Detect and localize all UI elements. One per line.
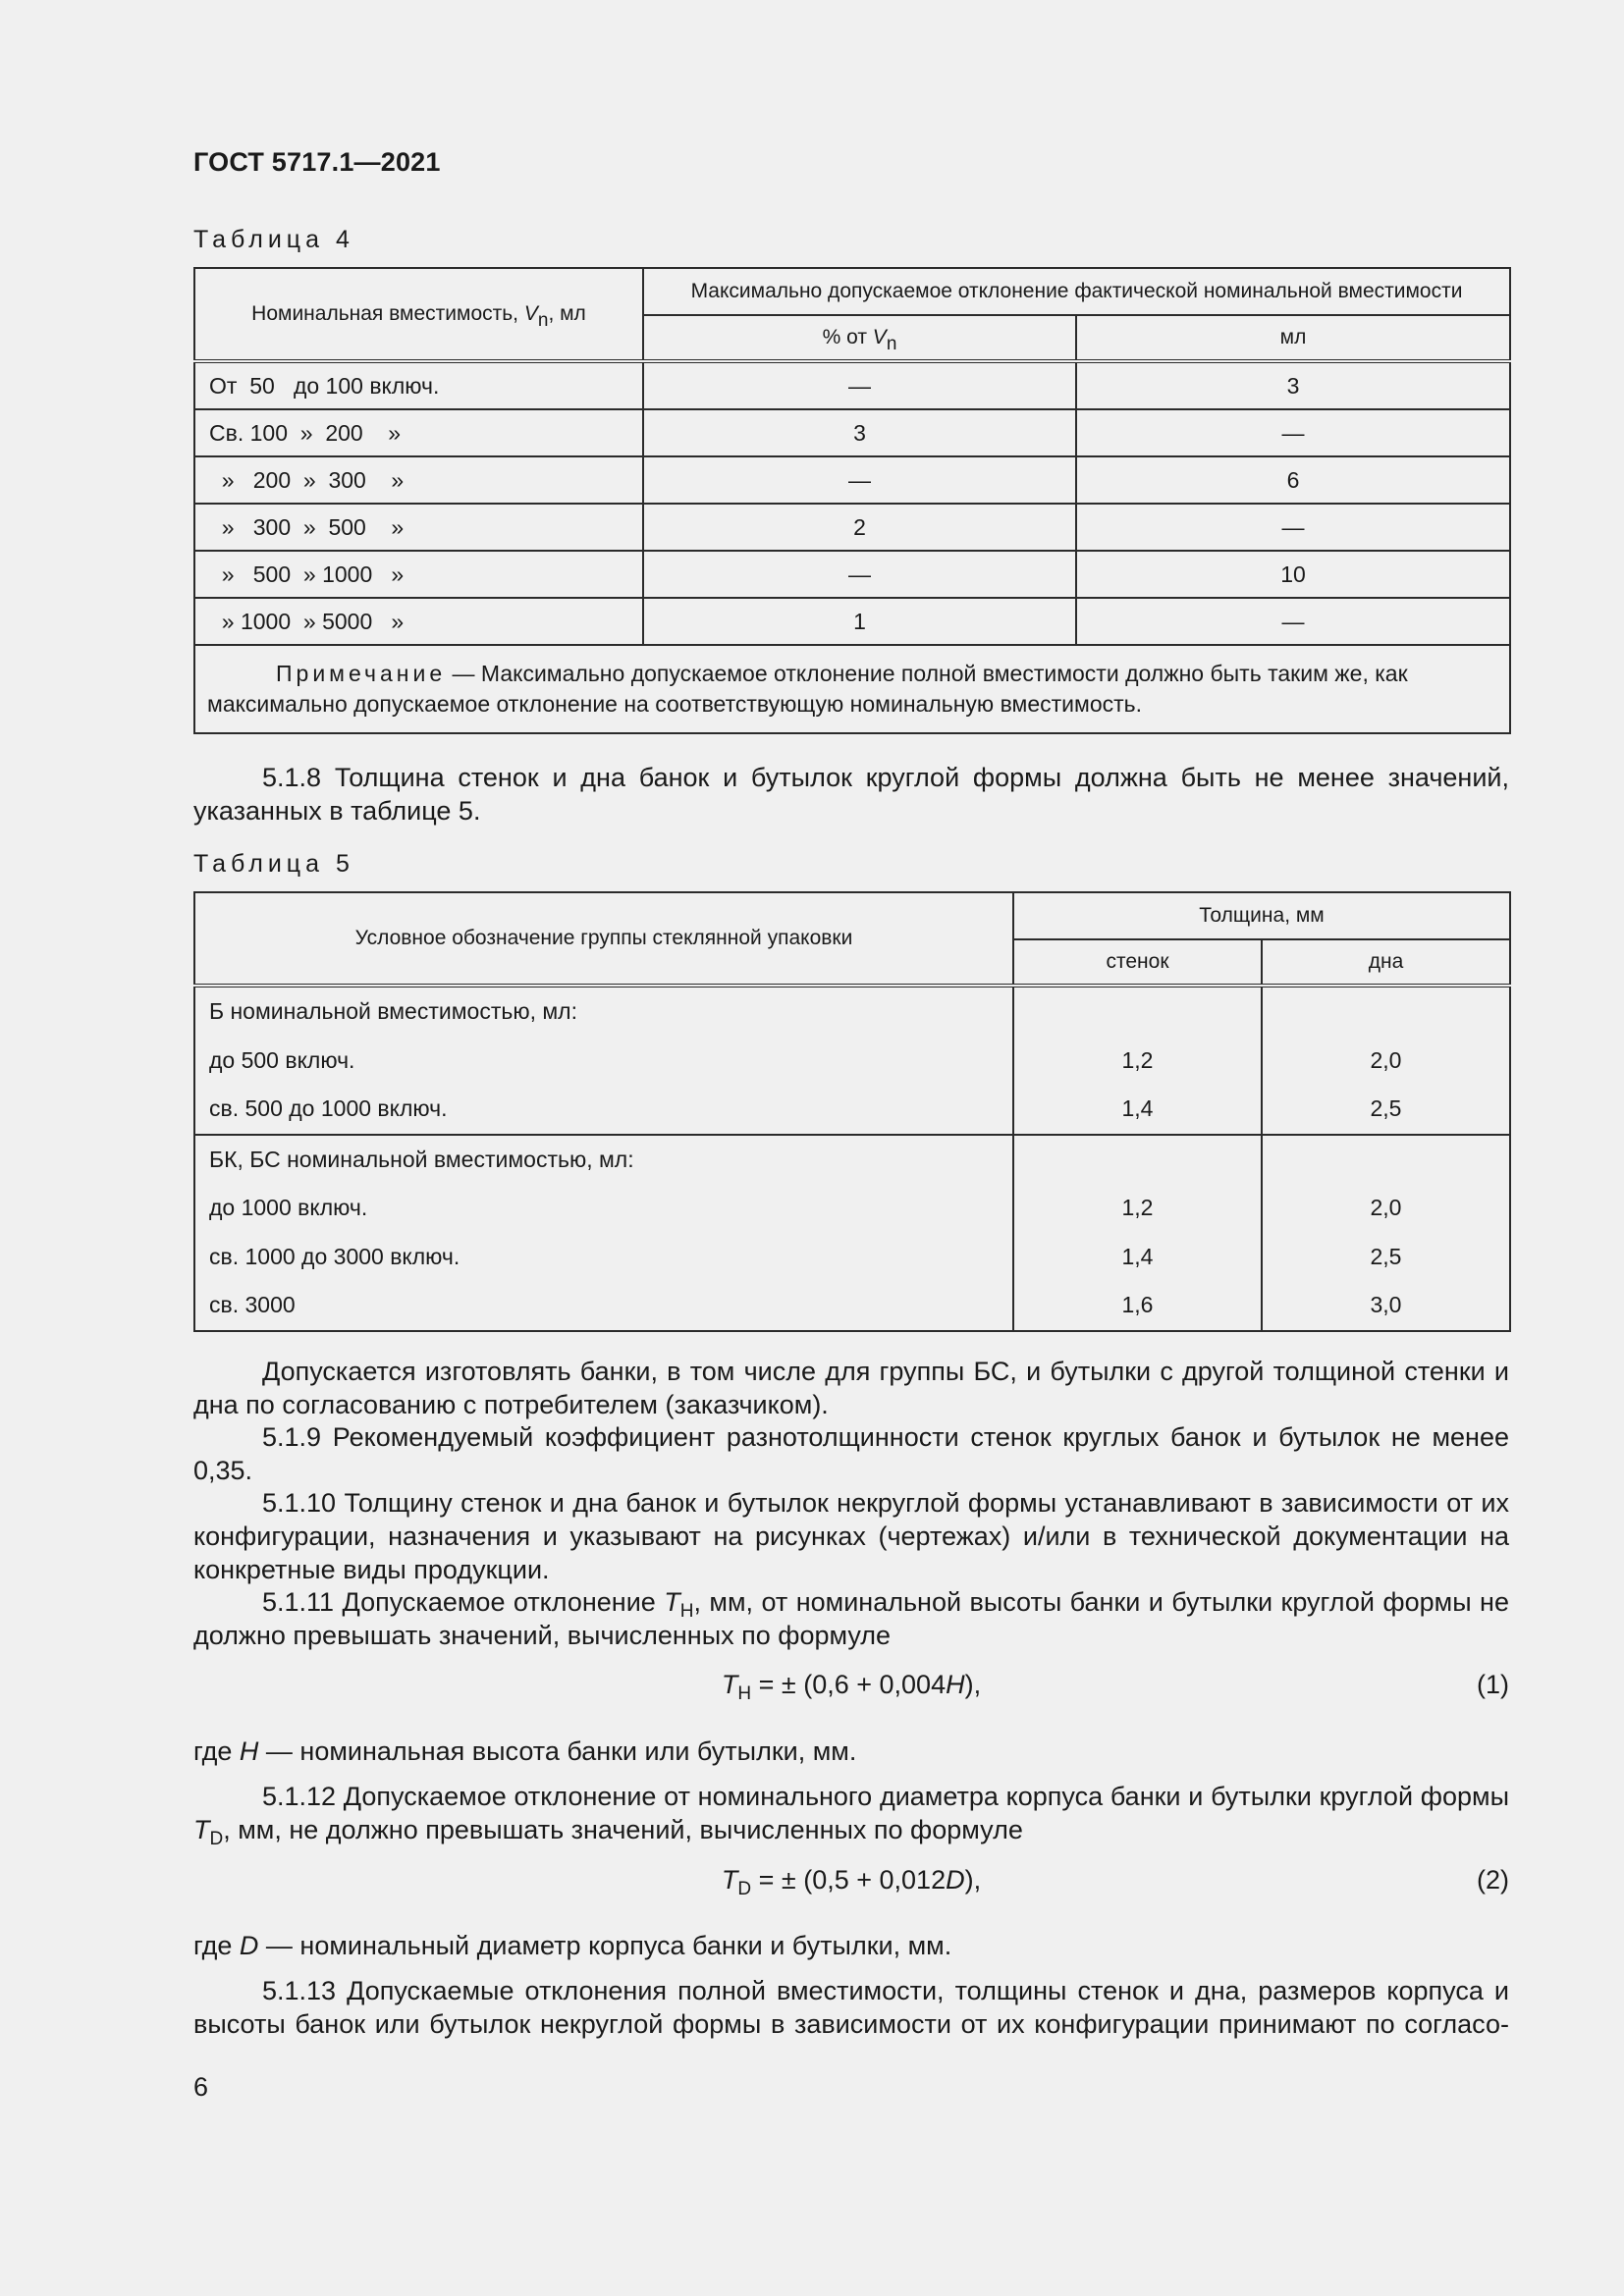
paragraph-5-1-12: 5.1.12 Допускаемое отклонение от номинального диаметра корпуса банки и бутылки круглой формы $T_D$, мм, не должно превышать значений, вычисленных по формуле bbox=[193, 1782, 1509, 1849]
row-label: до 1000 включ. bbox=[209, 1195, 368, 1220]
table-row bbox=[194, 986, 1510, 1135]
table-row bbox=[194, 361, 1510, 409]
table5-bottom-values bbox=[1262, 986, 1510, 1135]
bottom-value: 2,0 bbox=[1370, 1195, 1402, 1220]
table5-caption: Таблица 5 bbox=[193, 850, 354, 878]
table4-percent: — bbox=[643, 551, 1076, 598]
table-row bbox=[194, 504, 1510, 551]
table4-percent: 3 bbox=[643, 409, 1076, 456]
paragraph-5-1-10: 5.1.10 Толщину стенок и дна банок и бутылок некруглой формы устанавливают в зависимости от их конфигурации, назначения и указывают на рисунках (чертежах) и/или в технической документации на конкретные виды продукции. bbox=[193, 1488, 1509, 1584]
table-row bbox=[194, 409, 1510, 456]
where-2: где D — номинальный диаметр корпуса банки и бутылки, мм. bbox=[193, 1931, 952, 1960]
note-text: — Максимально допускаемое отклонение полной вместимости должно быть таким же, как максимально допускаемое отклонение на соответствующую номинальную вместимость. bbox=[207, 661, 1408, 717]
table4-ml: — bbox=[1076, 598, 1510, 645]
table-row bbox=[194, 456, 1510, 504]
document-code: ГОСТ 5717.1—2021 bbox=[193, 147, 441, 177]
table4-ml: 3 bbox=[1076, 361, 1510, 409]
group-title: БК, БС номинальной вместимостью, мл: bbox=[209, 1146, 634, 1172]
paragraph-5-1-11: 5.1.11 Допускаемое отклонение $T_H$, мм, от номинальной высоты банки и бутылки круглой формы не должно превышать значений, вычисленных по формуле bbox=[193, 1587, 1509, 1650]
formula-2-number: (2) bbox=[1477, 1865, 1509, 1895]
table5-group-labels bbox=[194, 986, 1013, 1135]
table5-bottom-values bbox=[1262, 1135, 1510, 1331]
wall-value: 1,4 bbox=[1121, 1243, 1154, 1269]
table-row bbox=[194, 1135, 1510, 1331]
paragraph-allowance: Допускается изготовлять банки, в том числе для группы БС, и бутылки с другой толщиной стенки и дна по согласованию с потребителем (заказчиком). bbox=[193, 1357, 1509, 1419]
table4-ml: — bbox=[1076, 504, 1510, 551]
bottom-value: 2,5 bbox=[1370, 1243, 1402, 1269]
formula-1 bbox=[193, 1670, 1509, 1709]
table5-wall-values bbox=[1013, 1135, 1262, 1331]
table5-group-header: Толщина, мм bbox=[1013, 892, 1510, 939]
table4-ml: 10 bbox=[1076, 551, 1510, 598]
formula-1-number: (1) bbox=[1477, 1670, 1509, 1699]
wall-value: 1,2 bbox=[1121, 1046, 1154, 1073]
table-row bbox=[194, 598, 1510, 645]
bottom-value: 3,0 bbox=[1370, 1292, 1402, 1317]
table4-range: От 50 до 100 включ. bbox=[194, 361, 643, 409]
where-1: где H — номинальная высота банки или бутылки, мм. bbox=[193, 1736, 857, 1766]
row-label: до 500 включ. bbox=[209, 1046, 355, 1073]
table4-percent: — bbox=[643, 456, 1076, 504]
row-label: св. 1000 до 3000 включ. bbox=[209, 1243, 460, 1269]
table4-col3-header: мл bbox=[1076, 315, 1510, 361]
table5 bbox=[193, 891, 1511, 1332]
table4-note bbox=[194, 645, 1510, 733]
table4-col1-header: Номинальная вместимость, $V_n$, мл bbox=[194, 268, 643, 361]
table5-col3-header: дна bbox=[1262, 939, 1510, 986]
bottom-value: 2,0 bbox=[1370, 1046, 1402, 1073]
wall-value: 1,4 bbox=[1121, 1095, 1154, 1121]
wall-value: 1,6 bbox=[1121, 1292, 1154, 1317]
table4 bbox=[193, 267, 1511, 734]
table4-percent: 2 bbox=[643, 504, 1076, 551]
table4-range: Св. 100 » 200 » bbox=[194, 409, 643, 456]
table4-percent: — bbox=[643, 361, 1076, 409]
table5-group-labels bbox=[194, 1135, 1013, 1331]
table4-percent: 1 bbox=[643, 598, 1076, 645]
table4-group-header: Максимально допускаемое отклонение фактической номинальной вместимости bbox=[643, 268, 1510, 315]
table4-range: » 200 » 300 » bbox=[194, 456, 643, 504]
formula-2 bbox=[193, 1865, 1509, 1904]
row-label: св. 3000 bbox=[209, 1292, 296, 1317]
bottom-value: 2,5 bbox=[1370, 1095, 1402, 1121]
table5-col1-header: Условное обозначение группы стеклянной упаковки bbox=[194, 892, 1013, 986]
table-row bbox=[194, 551, 1510, 598]
table4-range: » 1000 » 5000 » bbox=[194, 598, 643, 645]
table4-ml: 6 bbox=[1076, 456, 1510, 504]
wall-value: 1,2 bbox=[1121, 1195, 1154, 1220]
paragraph-5-1-13: 5.1.13 Допускаемые отклонения полной вместимости, толщины стенок и дна, размеров корпуса и высоты банок или бутылок некруглой формы в зависимости от их конфигурации принимают по согласо- bbox=[193, 1976, 1509, 2039]
table5-col2-header: стенок bbox=[1013, 939, 1262, 986]
table4-range: » 300 » 500 » bbox=[194, 504, 643, 551]
paragraph-5-1-8: 5.1.8 Толщина стенок и дна банок и бутылок круглой формы должна быть не менее значений, указанных в таблице 5. bbox=[193, 763, 1509, 826]
page-number: 6 bbox=[193, 2072, 209, 2102]
formula-2-expression: $T_D$ = ± (0,5 + 0,012D), bbox=[721, 1865, 982, 1899]
table4-range: » 500 » 1000 » bbox=[194, 551, 643, 598]
table4-col2-header: % от $V_n$ bbox=[643, 315, 1076, 361]
formula-1-expression: $T_H$ = ± (0,6 + 0,004H), bbox=[721, 1670, 982, 1704]
table5-wall-values bbox=[1013, 986, 1262, 1135]
paragraph-5-1-9: 5.1.9 Рекомендуемый коэффициент разнотолщинности стенок круглых банок и бутылок не менее 0,35. bbox=[193, 1422, 1509, 1485]
row-label: св. 500 до 1000 включ. bbox=[209, 1095, 448, 1121]
note-label: Примечание bbox=[276, 661, 447, 686]
group-title: Б номинальной вместимостью, мл: bbox=[209, 998, 577, 1024]
table4-caption: Таблица 4 bbox=[193, 226, 354, 253]
table4-ml: — bbox=[1076, 409, 1510, 456]
